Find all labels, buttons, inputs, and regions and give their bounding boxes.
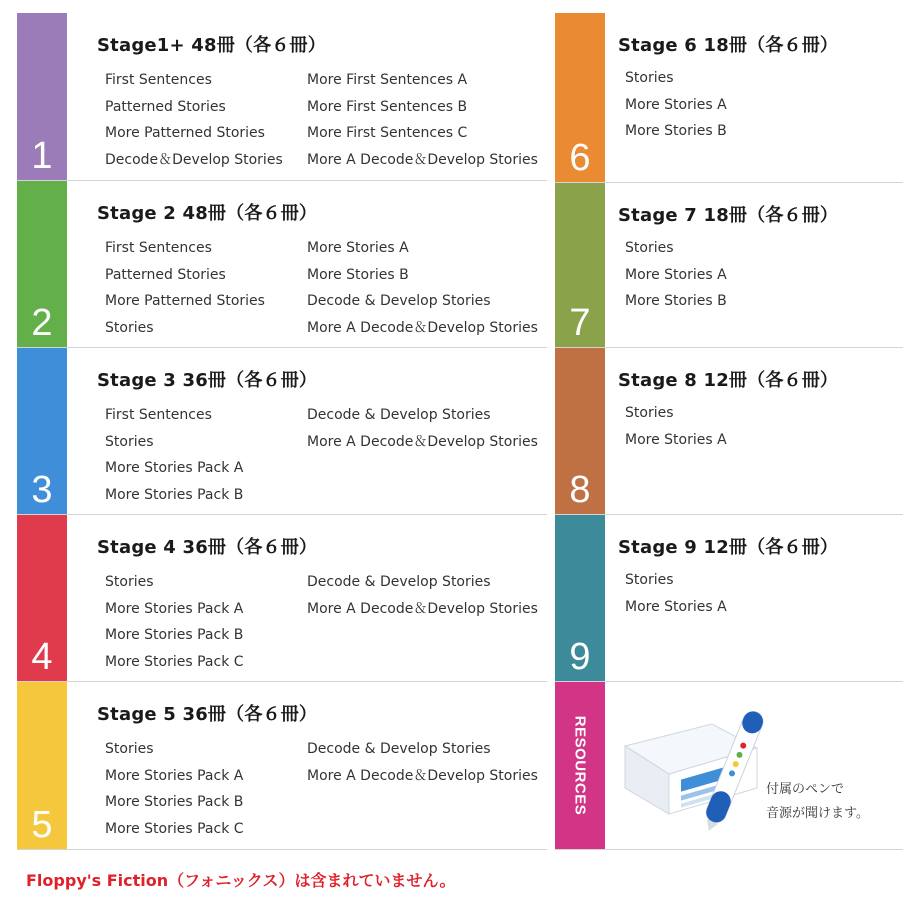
- series-item: More A Decode＆Develop Stories: [307, 319, 538, 336]
- series-item: More A Decode＆Develop Stories: [307, 151, 538, 168]
- stage-number: 5: [31, 804, 53, 846]
- stage-number: 4: [31, 636, 53, 678]
- series-list: [625, 235, 727, 315]
- stage-number: 7: [569, 302, 591, 344]
- stage-1-panel: [17, 13, 547, 181]
- stage-title: Stage 8 12冊（各６冊）: [618, 370, 839, 391]
- stage-4-panel: [17, 515, 547, 682]
- series-list-right: [307, 235, 538, 341]
- series-item: More Stories B: [307, 266, 409, 283]
- series-item: Stories: [625, 405, 674, 421]
- series-item: Stories: [105, 741, 154, 757]
- series-item: Decode＆Develop Stories: [105, 151, 283, 168]
- series-item: More Stories Pack A: [105, 767, 244, 784]
- series-item: More First Sentences B: [307, 98, 468, 115]
- stage-3-panel: [17, 348, 547, 515]
- series-item: Stories: [625, 70, 674, 86]
- series-item: More Stories Pack A: [105, 600, 244, 617]
- series-item: More Stories Pack B: [105, 627, 244, 643]
- stage-number: 1: [31, 135, 53, 177]
- series-list-right: [307, 569, 538, 622]
- stage-number: 9: [569, 636, 591, 678]
- series-list-left: [105, 235, 265, 341]
- series-item: More Patterned Stories: [105, 125, 265, 141]
- stage-title: Stage 6 18冊（各６冊）: [618, 35, 839, 56]
- stage-title: Stage 9 12冊（各６冊）: [618, 537, 839, 558]
- series-item: More First Sentences C: [307, 125, 468, 141]
- series-item: More Stories Pack B: [105, 486, 244, 503]
- series-item: More Stories Pack C: [105, 653, 244, 670]
- stage-number: 6: [569, 137, 591, 179]
- series-item: More Stories A: [307, 240, 409, 256]
- series-item: More Stories A: [625, 266, 727, 283]
- stage-number: 3: [31, 469, 53, 511]
- series-list-left: [105, 402, 243, 508]
- series-item: First Sentences: [105, 72, 212, 88]
- series-list-right: [307, 402, 538, 455]
- series-item: More Stories B: [625, 293, 727, 309]
- stage-title: Stage1+ 48冊（各６冊）: [97, 35, 326, 56]
- series-item: Decode & Develop Stories: [307, 293, 491, 309]
- series-item: More A Decode＆Develop Stories: [307, 600, 538, 617]
- series-item: More Stories A: [625, 598, 727, 615]
- series-list-left: [105, 736, 244, 842]
- series-item: Patterned Stories: [105, 98, 226, 115]
- stage-8-panel: [555, 348, 903, 515]
- series-list: [625, 567, 727, 620]
- series-item: Stories: [105, 574, 154, 590]
- series-list-left: [105, 569, 244, 675]
- series-item: More Stories Pack A: [105, 460, 244, 476]
- series-list-right: [307, 736, 538, 789]
- exclusion-note: Floppy's Fiction（フォニックス）は含まれていません。: [26, 871, 456, 890]
- stage-title: Stage 7 18冊（各６冊）: [618, 205, 839, 226]
- stage-number: 2: [31, 302, 53, 344]
- stage-5-panel: [17, 682, 547, 850]
- stage-number: 8: [569, 469, 591, 511]
- stage-title: Stage 3 36冊（各６冊）: [97, 370, 318, 391]
- series-item: More Stories B: [625, 123, 727, 139]
- series-list: [625, 400, 727, 453]
- series-item: Patterned Stories: [105, 266, 226, 283]
- series-list-right: [307, 67, 538, 173]
- stage-title: Stage 5 36冊（各６冊）: [97, 704, 318, 725]
- series-list-left: [105, 67, 283, 173]
- series-item: Decode & Develop Stories: [307, 574, 491, 590]
- series-item: More A Decode＆Develop Stories: [307, 433, 538, 450]
- stage-title: Stage 2 48冊（各６冊）: [97, 203, 318, 224]
- stage-9-panel: [555, 515, 903, 682]
- series-item: More Stories A: [625, 96, 727, 113]
- series-item: More A Decode＆Develop Stories: [307, 767, 538, 784]
- series-item: Decode & Develop Stories: [307, 741, 491, 757]
- pen-caption-line: 音源が聞けます。: [766, 806, 869, 821]
- pen-caption-line: 付属のペンで: [766, 782, 845, 797]
- series-item: More Patterned Stories: [105, 293, 265, 309]
- stage-6-panel: [555, 13, 903, 183]
- resources-label-wrap: [555, 682, 605, 849]
- series-item: Stories: [105, 319, 154, 336]
- pen-caption: [766, 778, 869, 826]
- series-item: Stories: [105, 433, 154, 450]
- stage-title: Stage 4 36冊（各６冊）: [97, 537, 318, 558]
- series-item: Stories: [625, 240, 674, 256]
- series-item: More Stories Pack C: [105, 820, 244, 837]
- stage-2-panel: [17, 181, 547, 348]
- series-item: First Sentences: [105, 240, 212, 256]
- series-item: Stories: [625, 572, 674, 588]
- series-list: [625, 65, 727, 145]
- series-item: More Stories Pack B: [105, 794, 244, 810]
- stage-7-panel: [555, 183, 903, 348]
- reading-pen-product-image: [617, 696, 777, 836]
- series-item: More Stories A: [625, 431, 727, 448]
- series-item: More First Sentences A: [307, 72, 468, 88]
- series-item: First Sentences: [105, 407, 212, 423]
- series-item: Decode & Develop Stories: [307, 407, 491, 423]
- resources-label: RESOURCES: [571, 715, 589, 816]
